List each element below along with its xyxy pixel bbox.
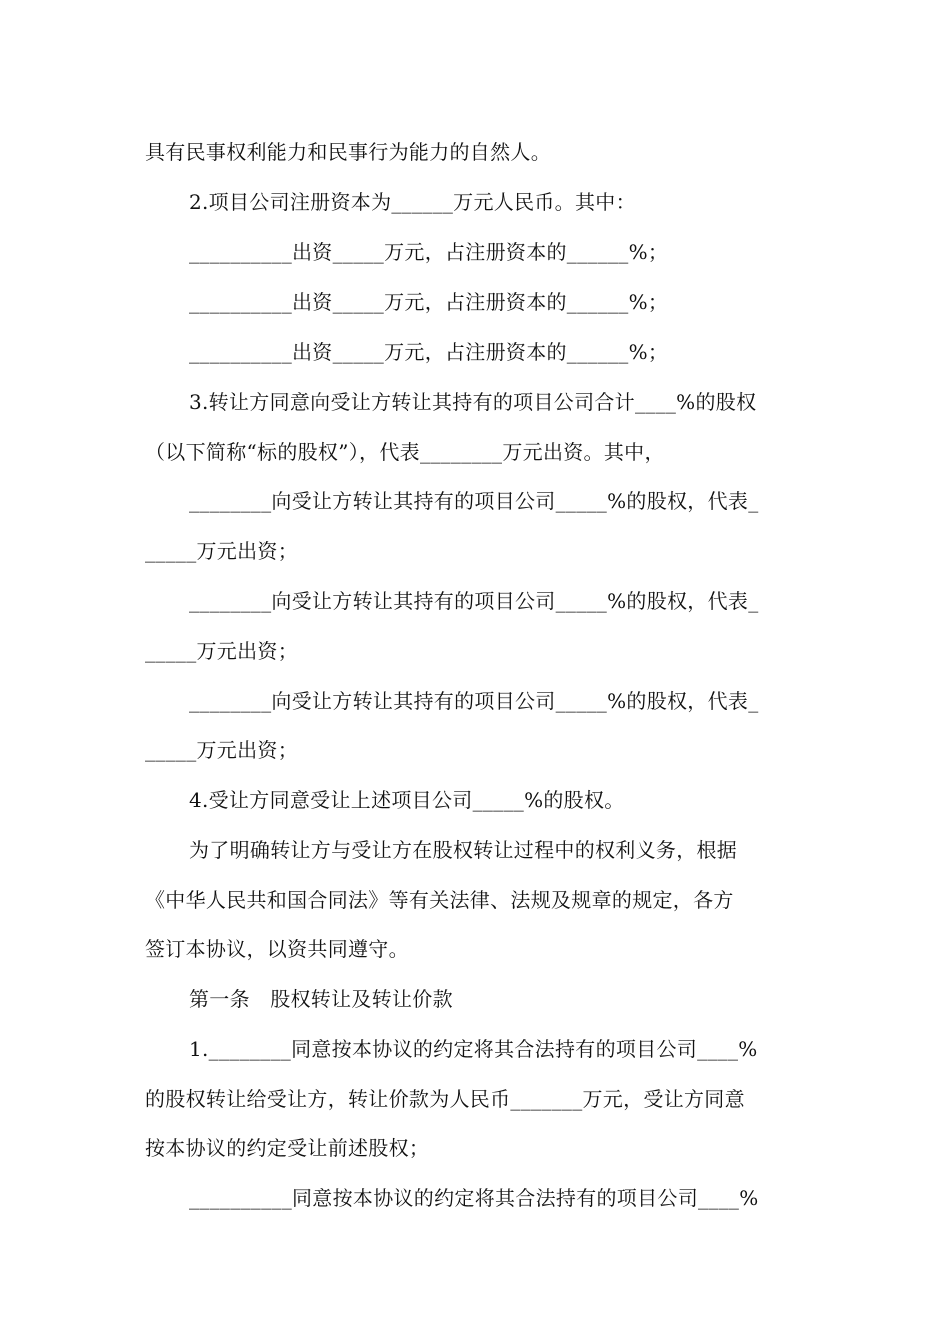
text-line-22: __________同意按本协议的约定将其合法持有的项目公司____% — [189, 1186, 759, 1210]
text-line-17: 签订本协议，以资共同遵守。 — [145, 937, 409, 961]
text-line-6: 3.转让方同意向受让方转让其持有的项目公司合计____%的股权 — [189, 390, 757, 414]
text-line-9: _____万元出资； — [145, 539, 298, 563]
text-line-13: _____万元出资； — [145, 738, 298, 762]
text-line-7: （以下简称“标的股权”），代表________万元出资。其中， — [145, 440, 665, 464]
text-line-15: 为了明确转让方与受让方在股权转让过程中的权利义务，根据 — [189, 838, 738, 862]
text-line-5: __________出资_____万元，占注册资本的______%； — [189, 340, 669, 364]
text-line-11: _____万元出资； — [145, 639, 298, 663]
text-line-20: 的股权转让给受让方，转让价款为人民币_______万元，受让方同意 — [145, 1087, 745, 1111]
text-line-21: 按本协议的约定受让前述股权； — [145, 1136, 430, 1160]
text-line-4: __________出资_____万元，占注册资本的______%； — [189, 290, 669, 314]
text-line-10: ________向受让方转让其持有的项目公司_____%的股权，代表_ — [189, 589, 759, 613]
text-line-18: 第一条 股权转让及转让价款 — [189, 987, 453, 1011]
text-line-2: 2.项目公司注册资本为______万元人民币。其中： — [189, 190, 636, 214]
text-line-12: ________向受让方转让其持有的项目公司_____%的股权，代表_ — [189, 689, 759, 713]
text-line-14: 4.受让方同意受让上述项目公司_____%的股权。 — [189, 788, 625, 812]
text-line-16: 《中华人民共和国合同法》等有关法律、法规及规章的规定，各方 — [145, 888, 734, 912]
text-line-19: 1.________同意按本协议的约定将其合法持有的项目公司____% — [189, 1037, 758, 1061]
text-line-8: ________向受让方转让其持有的项目公司_____%的股权，代表_ — [189, 489, 759, 513]
text-line-3: __________出资_____万元，占注册资本的______%； — [189, 240, 669, 264]
text-line-1: 具有民事权利能力和民事行为能力的自然人。 — [145, 140, 551, 164]
